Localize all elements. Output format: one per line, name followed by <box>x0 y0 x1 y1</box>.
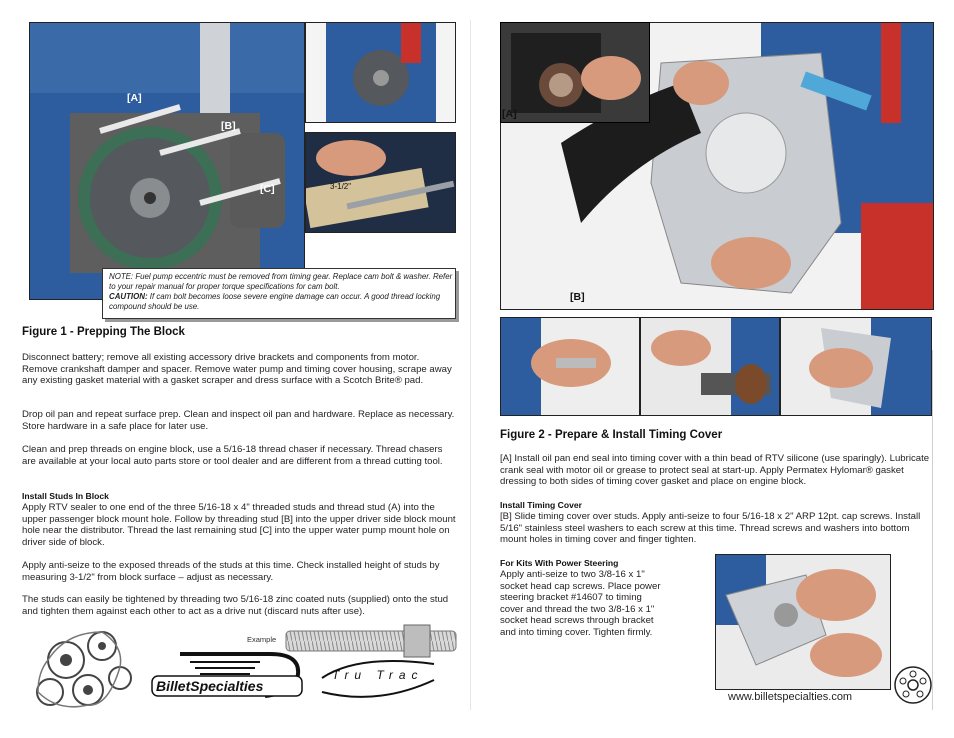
timing-cover-heading: Install Timing Cover <box>500 500 582 510</box>
power-steering-heading: For Kits With Power Steering <box>500 558 619 568</box>
caution-label: CAUTION: <box>109 292 148 301</box>
figure-1-title: Figure 1 - Prepping The Block <box>22 326 185 338</box>
cover-tag-b: [B] <box>570 291 585 303</box>
timing-cover-text: [B] Slide timing cover over studs. Apply anti-seize to four 5/16-18 x 2" ARP 12pt. cap screws. Install 5/16" stainless steel washers to each screw at this time. Thread screws and washers into bottom mount holes in timing cover and finger tighten. <box>500 511 921 546</box>
note-text <box>109 272 453 312</box>
studs-paragraph-3: The studs can easily be tightened by threading two 5/16-18 zinc coated nuts (supplied) onto the stud and tighten them against each other to act as a drive nut (discard nuts after use). <box>22 594 449 617</box>
pulley-icon <box>893 665 933 705</box>
figure-2-title: Figure 2 - Prepare & Install Timing Cover <box>500 429 723 441</box>
tru-trac-text: Tru Trac <box>332 668 424 682</box>
seal-step-photo-2 <box>640 317 780 416</box>
oil-pan-seal-inset-photo <box>500 22 650 123</box>
right-page-rule <box>932 350 933 710</box>
ruler-label: 3-1/2" <box>330 182 352 191</box>
example-label: Example <box>247 635 277 644</box>
studs-paragraph-1: Apply RTV sealer to one end of the three 5/16-18 x 4" threaded studs and thread stud (A) into the upper passenger block mount hole. Follow by threading stud [B] into the upper driver side block mount hole near the distributor. Thread the last remaining stud [C] into the upper water pump mount hole on driver side of block. <box>22 502 456 548</box>
cover-tag-a: [A] <box>502 108 517 120</box>
engine-top-photo <box>305 22 456 123</box>
website-url[interactable]: www.billetspecialties.com <box>728 691 853 703</box>
seal-step-photo-1 <box>500 317 640 416</box>
threaded-stud-example <box>284 621 459 661</box>
engine-block-photo <box>29 22 305 300</box>
caution-body: If cam bolt becomes loose severe engine damage can occur. A good thread locking compound should be use. <box>109 292 441 311</box>
note-box <box>102 268 456 319</box>
timing-intro: [A] Install oil pan end seal into timing cover with a thin bead of RTV silicone (use sparingly). Lubricate crank seal with motor oil or grease to protect seal at start-up. Apply Permatex Hylomar® gasket dressing to both sides of timing cover gasket and place on engine block. <box>500 453 930 488</box>
studs-paragraph-2: Apply anti-seize to the exposed threads of the studs at this time. Check installed height of studs by measuring 3-1/2" from block surface – adjust as necessary. <box>22 560 440 583</box>
seal-step-photo-3 <box>780 317 932 416</box>
studs-heading: Install Studs In Block <box>22 491 109 501</box>
stud-tag-a: [A] <box>127 92 142 104</box>
note-prefix: NOTE: <box>109 272 134 281</box>
note-body: Fuel pump eccentric must be removed from timing gear. Replace cam bolt & washer. Refer to your repair manual for proper torque specifications for cam bolt. <box>109 272 453 291</box>
page-divider <box>470 20 471 710</box>
engine-drive-illustration <box>28 622 138 712</box>
paragraph-2: Drop oil pan and repeat surface prep. Clean and inspect oil pan and hardware. Replace as necessary. Store hardware in a safe place for later use. <box>22 409 455 432</box>
paragraph-3: Clean and prep threads on engine block, use a 5/16-18 thread chaser if necessary. Thread chasers are available at your local auto parts store or tool dealer and are different from a thread cutting tool. <box>22 444 443 467</box>
power-steering-bracket-photo <box>715 554 891 690</box>
stud-tag-c: [C] <box>260 183 275 195</box>
ruler-measurement-photo <box>305 132 456 233</box>
billet-logo-text: BilletSpecialties <box>156 678 264 694</box>
stud-tag-b: [B] <box>221 120 236 132</box>
paragraph-1: Disconnect battery; remove all existing accessory drive brackets and components from motor. Remove crankshaft damper and spacer. Remove water pump and timing cover housing, scrape away any existing gasket material with a gasket scraper and dress surface with a Scotch Brite® pad. <box>22 352 452 387</box>
power-steering-text: Apply anti-seize to two 3/8-16 x 1" socket head cap screws. Place power steering bracket #14607 to timing cover and thread the two 3/8-16 x 1" socket head screws through bracket and into timing cover. Tighten firmly. <box>500 569 661 638</box>
